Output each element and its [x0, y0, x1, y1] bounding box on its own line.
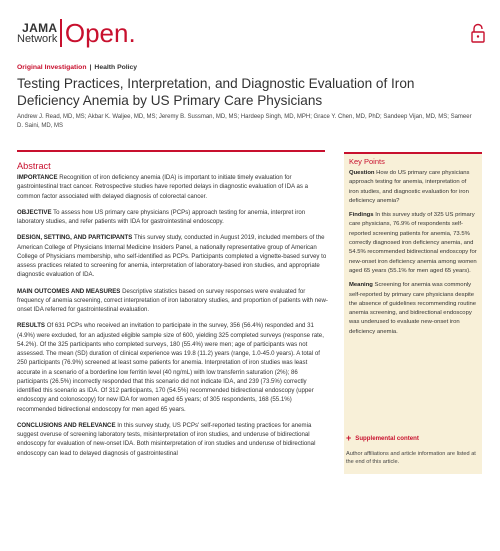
abstract-results: [17, 321, 329, 414]
logo-network: Network: [17, 32, 58, 45]
abstract-importance: [17, 173, 329, 201]
key-points-findings: [349, 211, 477, 276]
logo-divider: [60, 19, 62, 47]
key-point-text: How do US primary care physicians approach testing for anemia, interpretation of iron studies, and diagnostic evaluation for iron deficiency anemia?: [349, 170, 470, 204]
section-label: OBJECTIVE: [17, 208, 52, 216]
logo-wordmark: [17, 22, 57, 45]
section-label: MAIN OUTCOMES AND MEASURES: [17, 287, 121, 295]
key-point-text: Screening for anemia was commonly self-reported by primary care physicians despite the absence of guidelines recommending routine anemia screening, and bidirectional endoscopy was underused to evaluate new-onset iron deficiency anemia.: [349, 282, 477, 335]
key-point-text: In this survey study of 325 US primary care physicians, 76.9% of respondents self-reported screening patients for anemia, 73.5% correctly diagnosed iron deficiency anemia, and 54.5% recommended bidirectional endoscopy for new-onset iron deficiency anemia among women aged 65 years (55.1% for men aged 65 years).: [349, 212, 477, 274]
abstract-heading: Abstract: [17, 161, 51, 171]
article-title: Testing Practices, Interpretation, and Diagnostic Evaluation of Iron Deficiency Anemia by US Primary Care Physicians: [17, 76, 415, 108]
key-point-label: Question: [349, 170, 375, 176]
section-text: Recognition of iron deficiency anemia (IDA) is important to initiate timely evaluation for gastrointestinal tract cancer. Retrospective studies have reported delays in diagnostic evaluation of IDA as a common factor associated with delayed diagnosis of colorectal cancer.: [17, 174, 308, 200]
abstract-design: [17, 233, 329, 279]
section-text: Of 631 PCPs who received an invitation to participate in the survey, 356 (56.4%) responded and 31 (4.9%) were excluded, for an adjusted eligible sample size of 600, yielding 325 completed surveys (response rate, 54.2%). Of the 325 participants who completed surveys, 180 (55.4%) were men; age of participants was not assessed. The mean (SD) duration of clinical experience was 19.8 (11.2) years (range, 1.0-45.0 years). A total of 250 participants (76.9%) screened at least some patients for anemia. Interpretation of iron studies was least accurate in a scenario of a borderline low ferritin level (40 ng/mL) with low transferrin saturation (2%); 86 participants (26.5%) incorrectly responded that this scenario did not indicate IDA, and 239 (73.5%) correctly identified this scenario as IDA. Of 312 participants, 170 (54.5%) recommended bidirectional endoscopy (upper endoscopy and colonoscopy) for new IDA for women aged 65 years; of 305 respondents, 168 (55.1%) recommended bidirectional endoscopy for men aged 65 years.: [17, 322, 324, 413]
author-list: Andrew J. Read, MD, MS; Akbar K. Waljee, MD, MS; Jeremy B. Sussman, MD, MS; Hardeep Singh, MD, MPH; Grace Y. Chen, MD, PhD; Sandeep Vijan, MD, MS; Sameer D. Saini, MD, MS: [17, 114, 472, 130]
section-label: RESULTS: [17, 322, 45, 330]
abstract-conclusions: [17, 421, 329, 458]
plus-icon: +: [346, 433, 352, 443]
article-section: Original Investigation: [17, 64, 87, 71]
jama-network-open-logo[interactable]: [17, 19, 487, 47]
section-label: CONCLUSIONS AND RELEVANCE: [17, 421, 116, 429]
key-point-label: Meaning: [349, 282, 373, 289]
section-label: DESIGN, SETTING, AND PARTICIPANTS: [17, 234, 133, 242]
section-text: Descriptive statistics based on survey responses were evaluated for frequency of anemia screening, correct interpretation of iron laboratory studies, and proportion of patients with new-onset IDA referred for gastrointestinal evaluation.: [17, 287, 328, 313]
abstract-header: [17, 150, 325, 174]
supplemental-content-link[interactable]: [346, 434, 419, 443]
key-points-box: [344, 152, 482, 474]
key-points-meaning: [349, 281, 477, 337]
abstract-objective: [17, 208, 329, 227]
section-text: This survey study, conducted in August 2019, included members of the American College of Physicians Internal Medicine Insiders Panel, a nationally representative group of American College of Physicians membership, who self-identified as PCPs. Participants completed a vignette-based survey to assess practices related to screening for anemia, interpretation of laboratory-based iron studies, and appropriate diagnostic evaluation of IDA.: [17, 234, 327, 279]
abstract-outcomes: [17, 287, 329, 315]
article-category: Health Policy: [94, 64, 138, 71]
logo-open: Open.: [64, 18, 136, 48]
section-text: In this survey study, US PCPs' self-reported testing practices for anemia suggest overuse of screening laboratory tests, misinterpretation of iron studies, and underuse of bidirectional endoscopy for evaluation of new-onset IDA. Both misinterpretation of iron studies and underuse of bidirectional endoscopy can lead to delayed diagnosis of gastrointestinal: [17, 421, 316, 457]
section-text: To assess how US primary care physicians (PCPs) approach testing for anemia, interpret iron laboratory studies, and refer patients with IDA for gastrointestinal endoscopy.: [17, 208, 306, 225]
meta-separator: |: [89, 64, 92, 71]
key-points-heading: Key Points: [349, 157, 385, 166]
logo-jama: JAMA: [22, 20, 58, 35]
supplemental-label: Supplemental content: [355, 435, 419, 442]
open-access-lock-icon: [471, 23, 485, 43]
abstract-body: [17, 173, 329, 465]
affiliations-note: Author affiliations and article information are listed at the end of this article.: [346, 451, 476, 465]
article-meta: [17, 64, 137, 71]
journal-header: [17, 19, 487, 55]
key-points-question: [349, 169, 477, 206]
section-label: IMPORTANCE: [17, 174, 58, 181]
key-point-label: Findings: [349, 212, 374, 219]
